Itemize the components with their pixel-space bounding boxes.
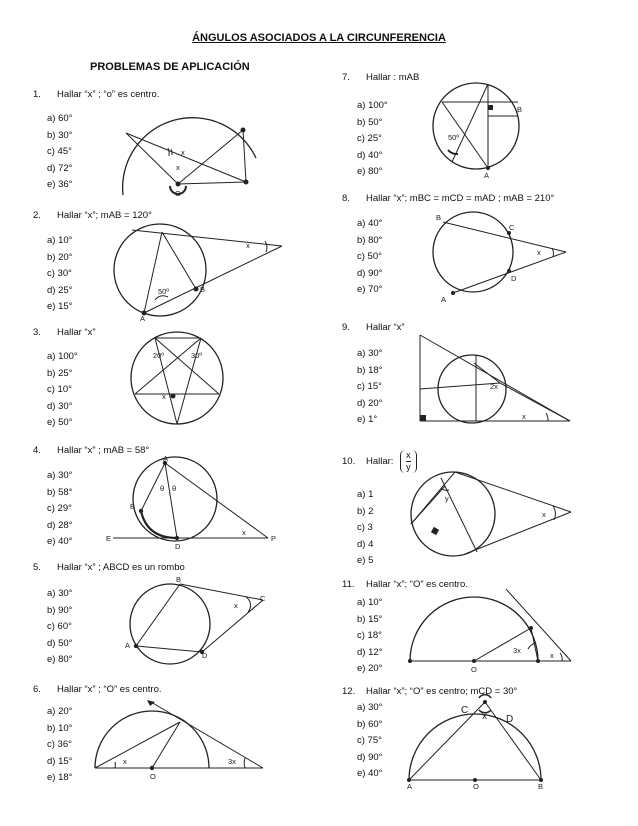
fraction-x-over-y: $\frac{x}{y}$ [400, 450, 417, 473]
options-8 [357, 216, 382, 299]
label-angle: 30º [191, 351, 203, 360]
option[interactable]: c) 50° [357, 251, 382, 262]
option[interactable]: b) 30° [47, 129, 73, 141]
problem-text: Hallar “x”; “O” es centro; mCD = 30° [366, 686, 518, 697]
problem-number: 6. [33, 684, 41, 695]
label-b: B [538, 782, 544, 791]
label-d: D [175, 542, 181, 551]
figure-9 [418, 333, 573, 425]
options-11 [357, 595, 382, 678]
option[interactable]: e) 40° [357, 768, 383, 779]
label-d: D [202, 651, 208, 660]
problem-number: 5. [33, 562, 41, 573]
label-x: x [242, 528, 246, 537]
option[interactable]: b) 20° [47, 251, 73, 263]
option[interactable]: d) 12° [357, 646, 383, 658]
label-b: B [436, 213, 442, 222]
figure-12 [405, 692, 545, 790]
options-4 [47, 468, 72, 551]
option[interactable]: a) 10° [47, 235, 73, 246]
option[interactable]: a) 40° [357, 218, 383, 229]
figure-3 [129, 330, 229, 430]
options-1 [47, 111, 72, 194]
figure-6 [95, 700, 265, 780]
page-title: ÁNGULOS ASOCIADOS A LA CIRCUNFERENCIA [192, 32, 446, 44]
problem-number: 10. [342, 456, 356, 468]
label-d: D [511, 274, 517, 283]
label-a: A [140, 314, 146, 323]
label-x: x [176, 163, 180, 172]
problem-text: Hallar “x” ; “O” es centro. [57, 684, 162, 695]
label-b: B [130, 502, 136, 511]
option[interactable]: e) 80° [47, 654, 73, 665]
label-o: O [471, 665, 477, 674]
problem-text: Hallar “x” ; ABCD es un rombo [57, 562, 185, 573]
option[interactable]: d) 90° [357, 267, 383, 279]
option[interactable]: e) 15° [47, 301, 73, 312]
option[interactable]: a) 1 [357, 489, 374, 500]
label-x: x [234, 601, 238, 610]
problem-number: 4. [33, 445, 41, 456]
option[interactable]: a) 60° [47, 113, 73, 124]
problem-number: 7. [342, 72, 350, 83]
problem-text: Hallar: [366, 456, 394, 468]
figure-11 [406, 583, 574, 673]
label-x: x [181, 148, 185, 157]
option[interactable]: e) 20° [357, 663, 383, 674]
option[interactable]: c) 60° [47, 621, 72, 632]
problem-text: Hallar “x” [366, 322, 405, 333]
figure-5 [125, 574, 268, 674]
label-angle: 20º [153, 351, 165, 360]
label-b: B [200, 285, 206, 294]
problem-number: 11. [342, 579, 355, 590]
problem-text: Hallar “x”; mBC = mCD = mAD ; mAB = 210° [366, 193, 555, 204]
label-x: x [123, 757, 127, 766]
figure-2 [112, 222, 287, 322]
option[interactable]: e) 40° [47, 536, 73, 547]
option[interactable]: a) 30° [357, 702, 383, 713]
option[interactable]: d) 40° [357, 149, 383, 161]
option[interactable]: e) 18° [47, 772, 73, 783]
option[interactable]: a) 20° [47, 706, 73, 717]
problem-text: Hallar “x” ; “o” es centro. [57, 89, 160, 100]
label-angle: 50º [158, 287, 170, 296]
option[interactable]: e) 80° [357, 166, 383, 177]
option[interactable]: e) 36° [47, 179, 73, 190]
label-y: y [445, 494, 449, 503]
option[interactable]: b) 25° [47, 367, 73, 379]
label-3x: 3x [513, 646, 521, 655]
label-2x: 2x [490, 382, 498, 391]
option[interactable]: c) 45° [47, 146, 72, 157]
label-e: E [106, 534, 112, 543]
option[interactable]: b) 15° [357, 613, 383, 625]
label-b: B [176, 575, 182, 584]
option[interactable]: a) 100° [357, 100, 388, 111]
options-9 [357, 346, 382, 429]
option[interactable]: b) 10° [47, 722, 73, 734]
option[interactable]: b) 2 [357, 505, 374, 517]
option[interactable]: b) 50° [357, 116, 383, 128]
label-c: C [260, 594, 266, 603]
option[interactable]: d) 28° [47, 519, 73, 531]
option[interactable]: c) 18° [357, 630, 382, 641]
problem-number: 12. [342, 686, 356, 697]
label-o: O [175, 189, 181, 198]
options-12 [357, 700, 382, 783]
problem-number: 3. [33, 327, 41, 338]
label-x: x [522, 412, 526, 421]
option[interactable]: c) 30° [47, 268, 72, 279]
option[interactable]: d) 72° [47, 162, 73, 174]
option[interactable]: c) 10° [47, 384, 72, 395]
option[interactable]: c) 15° [357, 381, 382, 392]
label-c: C [461, 705, 469, 716]
option[interactable]: a) 30° [47, 470, 73, 481]
options-10 [357, 487, 373, 570]
option[interactable]: d) 30° [47, 400, 73, 412]
option[interactable]: e) 5 [357, 555, 374, 566]
figure-1 [108, 100, 268, 200]
label-b: B [517, 105, 523, 114]
label-theta: θ [172, 484, 177, 493]
options-6 [47, 704, 72, 787]
label-x: x [482, 711, 487, 722]
figure-10 [405, 468, 575, 560]
option[interactable]: d) 90° [357, 751, 383, 763]
option[interactable]: b) 60° [357, 718, 383, 730]
problem-text: Hallar “x” ; mAB = 58° [57, 445, 150, 456]
option[interactable]: d) 20° [357, 397, 383, 409]
option[interactable]: a) 30° [47, 588, 73, 599]
option[interactable]: d) 25° [47, 284, 73, 296]
option[interactable]: a) 30° [357, 348, 383, 359]
option[interactable]: a) 100° [47, 351, 78, 362]
option[interactable]: d) 50° [47, 637, 73, 649]
label-x: x [246, 241, 250, 250]
label-o: O [473, 782, 479, 791]
option[interactable]: b) 80° [357, 234, 383, 246]
option[interactable]: c) 3 [357, 522, 373, 533]
option[interactable]: e) 1° [357, 414, 378, 425]
figure-7 [430, 80, 530, 180]
label-x: x [542, 510, 546, 519]
options-2 [47, 233, 72, 316]
label-d: D [506, 714, 514, 725]
option[interactable]: c) 75° [357, 735, 382, 746]
option[interactable]: c) 25° [357, 133, 382, 144]
option[interactable]: d) 15° [47, 755, 73, 767]
options-5 [47, 586, 72, 669]
label-a: A [163, 454, 169, 463]
label-x: x [550, 651, 554, 660]
options-3 [47, 349, 78, 432]
label-theta: θ [160, 484, 165, 493]
option[interactable]: b) 90° [47, 604, 73, 616]
label-a: A [125, 641, 131, 650]
label-3x: 3x [228, 757, 236, 766]
label-p: P [271, 534, 277, 543]
option[interactable]: e) 50° [47, 417, 73, 428]
option[interactable]: b) 18° [357, 364, 383, 376]
label-x: x [537, 248, 541, 257]
label-angle: 50º [448, 133, 460, 142]
option[interactable]: c) 36° [47, 739, 72, 750]
option[interactable]: b) 58° [47, 486, 73, 498]
problem-number: 9. [342, 322, 350, 333]
problem-number: 1. [33, 89, 41, 100]
options-7 [357, 98, 388, 181]
label-a: A [407, 782, 413, 791]
problem-text: Hallar “x”; mAB = 120° [57, 210, 152, 221]
option[interactable]: c) 29° [47, 503, 72, 514]
label-c: C [509, 223, 515, 232]
option[interactable]: e) 70° [357, 284, 383, 295]
label-a: A [484, 171, 490, 180]
problem-text: Hallar “x”; “O” es centro. [366, 579, 468, 590]
problem-number: 2. [33, 210, 41, 221]
figure-4 [103, 453, 278, 553]
option[interactable]: d) 4 [357, 538, 374, 550]
problem-text: Hallar “x” [57, 327, 96, 338]
page-subtitle: PROBLEMAS DE APLICACIÓN [90, 61, 250, 73]
label-x: x [162, 392, 166, 401]
label-o: O [150, 772, 156, 781]
problem-text: Hallar : mAB [366, 72, 420, 83]
label-a: A [441, 295, 447, 304]
option[interactable]: a) 10° [357, 597, 383, 608]
problem-number: 8. [342, 193, 350, 204]
figure-8 [425, 210, 575, 310]
